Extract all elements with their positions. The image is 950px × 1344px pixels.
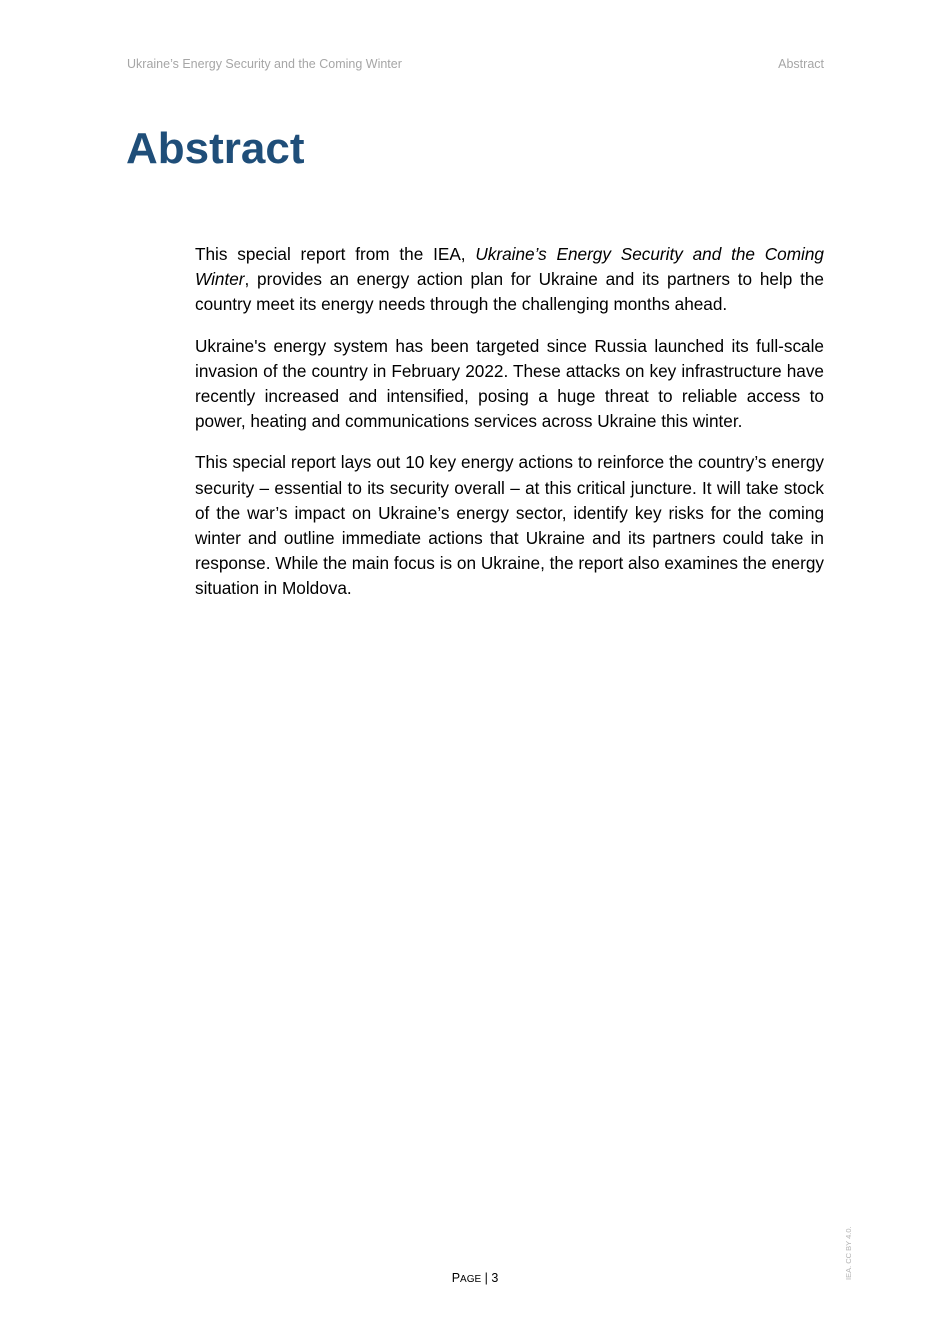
page-label-rest: AGE bbox=[460, 1274, 482, 1285]
report-title-italic: Ukraine’s Energy Security and the Coming Winter bbox=[195, 244, 824, 290]
running-header-section: Abstract bbox=[778, 57, 824, 71]
paragraph-1-lead: This special report from the IEA, bbox=[195, 244, 476, 264]
page-separator: | bbox=[481, 1271, 492, 1285]
paragraph-3: This special report lays out 10 key energy actions to reinforce the country’s energy security – essential to its security overall – at this critical juncture. It will take stock of the war’s impact on Ukraine’s energy sector, identify key risks for the coming winter and outline immediate actions that Ukraine and its partners could take in response. While the main focus is on Ukraine, the report also examines the energy situation in Moldova. bbox=[195, 452, 824, 599]
running-header-title: Ukraine’s Energy Security and the Coming Winter bbox=[127, 57, 402, 71]
page-label-initial: P bbox=[451, 1271, 461, 1285]
paragraph-1 bbox=[195, 242, 824, 318]
page-title: Abstract bbox=[126, 124, 305, 173]
paragraph-1-rest: , provides an energy action plan for Ukraine and its partners to help the country meet its energy needs through the challenging months ahead. bbox=[195, 269, 824, 315]
license-note: IEA. CC BY 4.0. bbox=[844, 1226, 853, 1280]
paragraph-2: Ukraine's energy system has been targeted since Russia launched its full-scale invasion of the country in February 2022. These attacks on key infrastructure have recently increased and intensified, posing a huge threat to reliable access to power, heating and communications services across Ukraine this winter. bbox=[195, 335, 824, 432]
page-number: 3 bbox=[491, 1271, 499, 1285]
page-number-footer bbox=[0, 1271, 950, 1285]
abstract-body bbox=[195, 242, 824, 618]
